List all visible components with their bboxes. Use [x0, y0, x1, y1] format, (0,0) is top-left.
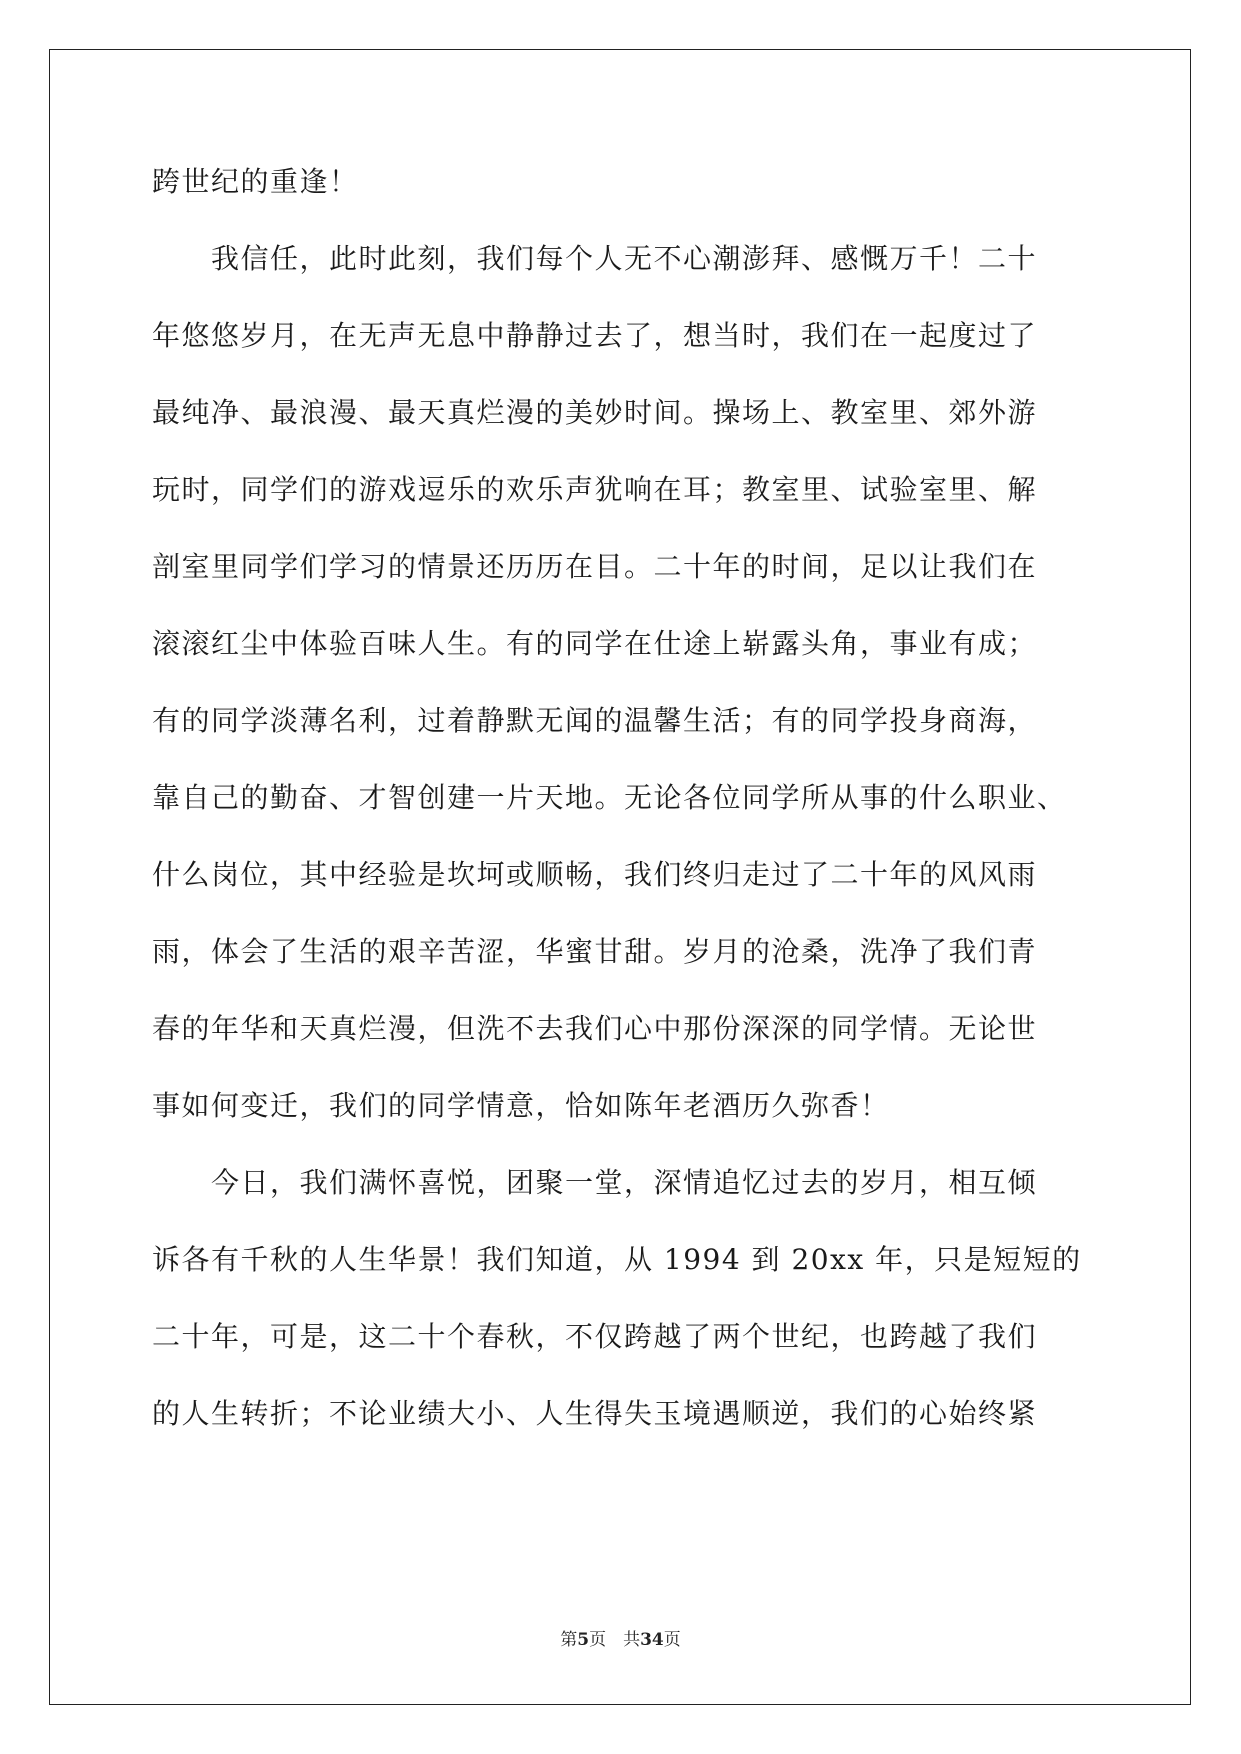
- text-line: 的人生转折；不论业绩大小、人生得失玉境遇顺逆，我们的心始终紧: [152, 1397, 1038, 1430]
- text-line: 靠自己的勤奋、才智创建一片天地。无论各位同学所从事的什么职业、: [152, 781, 1067, 814]
- text-line: 什么岗位，其中经验是坎坷或顺畅，我们终归走过了二十年的风风雨: [152, 858, 1038, 891]
- text-line: 雨，体会了生活的艰辛苦涩，华蜜甘甜。岁月的沧桑，洗净了我们青: [152, 935, 1038, 968]
- text-line: 跨世纪的重逢！: [152, 165, 359, 198]
- text-line: 剖室里同学们学习的情景还历历在目。二十年的时间，足以让我们在: [152, 550, 1038, 583]
- page-total: 34: [640, 1630, 664, 1650]
- page-prefix: 第: [560, 1630, 578, 1650]
- page-footer: [0, 1625, 1241, 1650]
- page-suffix: 页: [663, 1630, 681, 1650]
- text-line: 滚滚红尘中体验百味人生。有的同学在仕途上崭露头角，事业有成；: [152, 627, 1038, 660]
- text-line: 最纯净、最浪漫、最天真烂漫的美妙时间。操场上、教室里、郊外游: [152, 396, 1038, 429]
- text-line: 今日，我们满怀喜悦，团聚一堂，深情追忆过去的岁月，相互倾: [152, 1166, 1038, 1199]
- text-line: 诉各有千秋的人生华景！我们知道，从 1994 到 20xx 年，只是短短的: [152, 1243, 1082, 1276]
- document-body: [152, 162, 1092, 1471]
- text-line: 春的年华和天真烂漫，但洗不去我们心中那份深深的同学情。无论世: [152, 1012, 1038, 1045]
- text-line: 我信任，此时此刻，我们每个人无不心潮澎拜、感慨万千！二十: [152, 242, 1038, 275]
- text-line: 事如何变迁，我们的同学情意，恰如陈年老酒历久弥香！: [152, 1089, 890, 1122]
- text-line: 有的同学淡薄名利，过着静默无闻的温馨生活；有的同学投身商海，: [152, 704, 1038, 737]
- page-current: 5: [577, 1630, 590, 1650]
- text-line: 二十年，可是，这二十个春秋，不仅跨越了两个世纪，也跨越了我们: [152, 1320, 1038, 1353]
- page-mid: 页 共: [589, 1630, 641, 1650]
- text-line: 年悠悠岁月，在无声无息中静静过去了，想当时，我们在一起度过了: [152, 319, 1038, 352]
- text-line: 玩时，同学们的游戏逗乐的欢乐声犹响在耳；教室里、试验室里、解: [152, 473, 1038, 506]
